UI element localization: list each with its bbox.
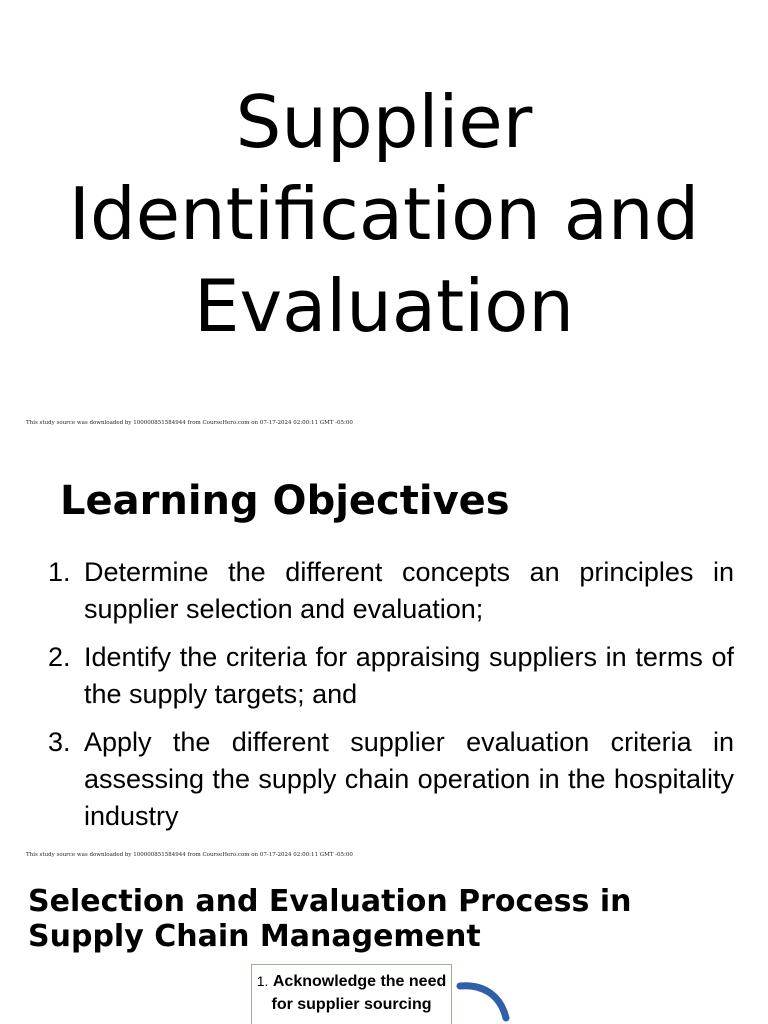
presentation-title (0, 76, 768, 352)
list-text: Identify the criteria for appraising suppliers in terms of the supply targets; and (84, 642, 734, 709)
curved-arrow-icon (456, 978, 516, 1024)
list-item (48, 554, 734, 628)
process-title: Selection and Evaluation Process in Supply Chain Management (28, 884, 632, 954)
list-text: Determine the different concepts an principles in supplier selection and evaluation; (84, 557, 734, 624)
process-step-box (251, 964, 452, 1024)
step-number: 1. (256, 973, 269, 989)
title-line: Evaluation (194, 264, 574, 348)
slide-title (0, 0, 768, 432)
step-text: Acknowledge the need for supplier sourcing (271, 973, 447, 1013)
list-number: 3. (48, 727, 71, 757)
list-number: 1. (48, 557, 71, 587)
slide-learning-objectives (0, 432, 768, 864)
source-watermark: This study source was downloaded by 100000851584944 from CourseHero.com on 07-17-2024 02:00:11 GMT -05:00 (26, 420, 353, 426)
list-item (48, 639, 734, 713)
objectives-list (48, 554, 734, 846)
title-line: Supplier (235, 80, 533, 164)
list-text: Apply the different supplier evaluation criteria in assessing the supply chain operation in the hospitality industry (84, 727, 734, 831)
list-item (48, 724, 734, 835)
list-number: 2. (48, 642, 71, 672)
title-line: Identification and (68, 172, 700, 256)
slide-selection-process (0, 864, 768, 1024)
objectives-heading: Learning Objectives (60, 478, 510, 524)
source-watermark: This study source was downloaded by 100000851584944 from CourseHero.com on 07-17-2024 02:00:11 GMT -05:00 (26, 852, 353, 858)
